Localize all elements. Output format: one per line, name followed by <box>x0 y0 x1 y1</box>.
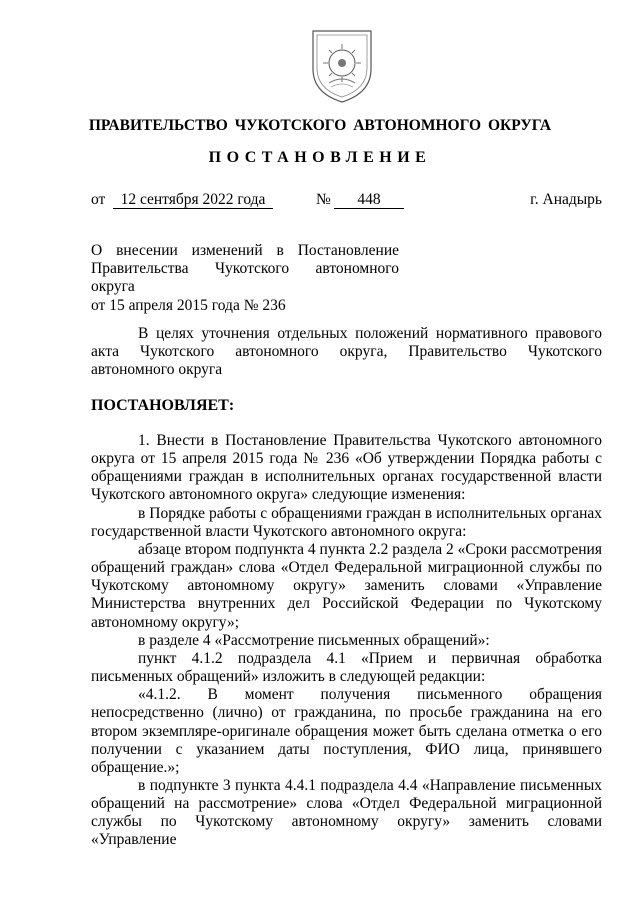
decree-label: ПОСТАНОВЛЯЕТ: <box>91 397 235 414</box>
body-paragraph: абзаце втором подпункта 4 пункта 2.2 раздела 2 «Сроки рассмотрения обращений граждан» слова «Отдел Федеральной миграционной службы по Чукотскому автономному округу» заменить словами «Управление Министерства внутренних дел Российской Федерации по Чукотскому автономному округу»; <box>91 540 602 631</box>
decree-subject <box>91 242 399 315</box>
from-label: от <box>91 191 106 208</box>
decree-number: 448 <box>334 191 404 209</box>
decree-date: 12 сентября 2022 года <box>113 191 273 209</box>
body-paragraph: в разделе 4 «Рассмотрение письменных обращений»: <box>138 631 490 649</box>
government-title: ПРАВИТЕЛЬСТВО ЧУКОТСКОГО АВТОНОМНОГО ОКРУГА <box>88 117 552 134</box>
number-label: № <box>316 191 331 208</box>
subject-line: от 15 апреля 2015 года № 236 <box>91 296 286 314</box>
dateline <box>91 191 602 211</box>
body-paragraph: пункт 4.1.2 подраздела 4.1 «Прием и первичная обработка письменных обращений» изложить в следующей редакции: <box>91 649 602 686</box>
coat-of-arms-emblem <box>307 27 377 105</box>
subject-line: Правительства Чукотского автономного округа <box>91 260 399 296</box>
body-paragraph: в подпункте 3 пункта 4.4.1 подраздела 4.4 «Направление письменных обращений на рассмотрение» слова «Отдел Федеральной миграционной службы по Чукотскому автономному округу» заменить словами «Управление <box>91 776 602 849</box>
subject-line: О внесении изменений в Постановление <box>91 242 399 259</box>
body-paragraph: 1. Внести в Постановление Правительства Чукотского автономного округа от 15 апреля 2015 года № 236 «Об утверждении Порядка работы с обращениями граждан в исполнительных органах государственной власти Чукотского автономного округа» следующие изменения: <box>91 432 602 504</box>
decree-body <box>91 432 602 850</box>
preamble-block <box>91 325 602 379</box>
place-label: г. Анадырь <box>530 191 602 208</box>
document-type-heading: ПОСТАНОВЛЕНИЕ <box>208 149 432 166</box>
preamble-text: В целях уточнения отдельных положений нормативного правового акта Чукотского автономного округа, Правительство Чукотского автономного округа <box>91 325 602 379</box>
body-paragraph: в Порядке работы с обращениями граждан в исполнительных органах государственной власти Чукотского автономного округа: <box>91 504 602 540</box>
body-paragraph: «4.1.2. В момент получения письменного обращения непосредственно (лично) от гражданина, по просьбе гражданина на его втором экземпляре-оригинале обращения может быть сделана отметка о его получении с указанием даты поступления, ФИО лица, принявшего обращение.»; <box>91 686 602 776</box>
